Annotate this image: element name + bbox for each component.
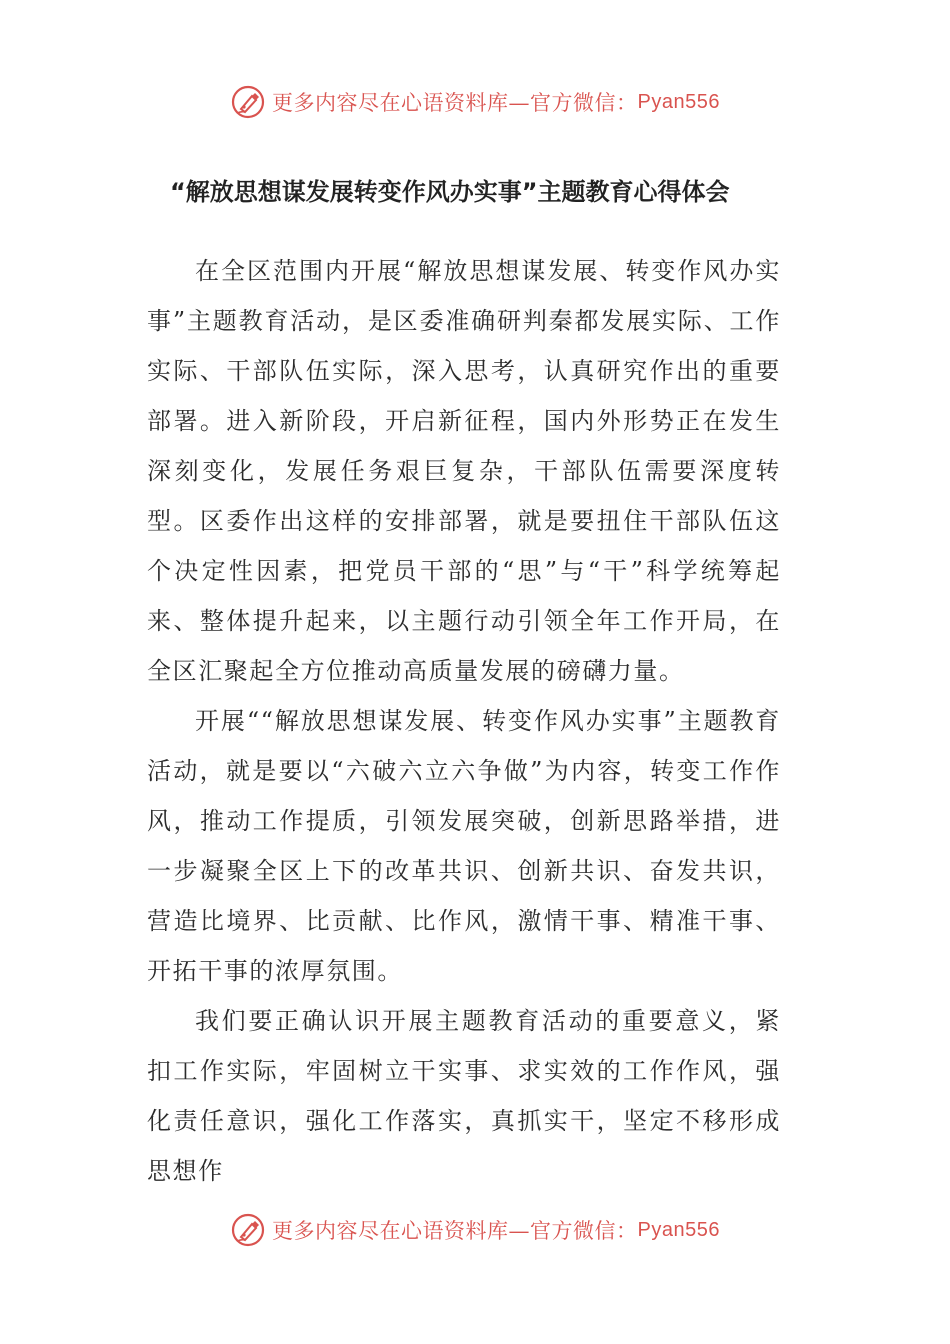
- page-title: “解放思想谋发展转变作风办实事”主题教育心得体会: [170, 178, 730, 206]
- header-watermark-banner: [0, 82, 950, 122]
- header-banner-handle: Pyan556: [637, 90, 720, 113]
- paragraph: 我们要正确认识开展主题教育活动的重要意义，紧扣工作实际，牢固树立干实事、求实效的工作作风，强化责任意识，强化工作落实，真抓实干，坚定不移形成思想作: [147, 1007, 781, 1185]
- header-banner-text: 更多内容尽在心语资料库—官方微信：: [272, 91, 638, 115]
- document-body: [147, 246, 781, 1196]
- pen-nib-logo-icon: [230, 1212, 266, 1248]
- pen-nib-logo-icon: [230, 84, 266, 120]
- footer-banner-handle: Pyan556: [637, 1218, 720, 1241]
- footer-watermark-banner: [0, 1210, 950, 1250]
- paragraph: 在全区范围内开展“解放思想谋发展、转变作风办实事”主题教育活动，是区委准确研判秦都发展实际、工作实际、干部队伍实际，深入思考，认真研究作出的重要部署。进入新阶段，开启新征程，国内外形势正在发生深刻变化，发展任务艰巨复杂，干部队伍需要深度转型。区委作出这样的安排部署，就是要扭住干部队伍这个决定性因素，把党员干部的“思”与“干”科学统筹起来、整体提升起来，以主题行动引领全年工作开局，在全区汇聚起全方位推动高质量发展的磅礴力量。: [147, 257, 781, 685]
- footer-banner-text: 更多内容尽在心语资料库—官方微信：: [272, 1219, 638, 1243]
- paragraph: 开展““解放思想谋发展、转变作风办实事”主题教育活动，就是要以“六破六立六争做”为内容，转变工作作风，推动工作提质，引领发展突破，创新思路举措，进一步凝聚全区上下的改革共识、创新共识、奋发共识，营造比境界、比贡献、比作风，激情干事、精准干事、开拓干事的浓厚氛围。: [147, 707, 781, 985]
